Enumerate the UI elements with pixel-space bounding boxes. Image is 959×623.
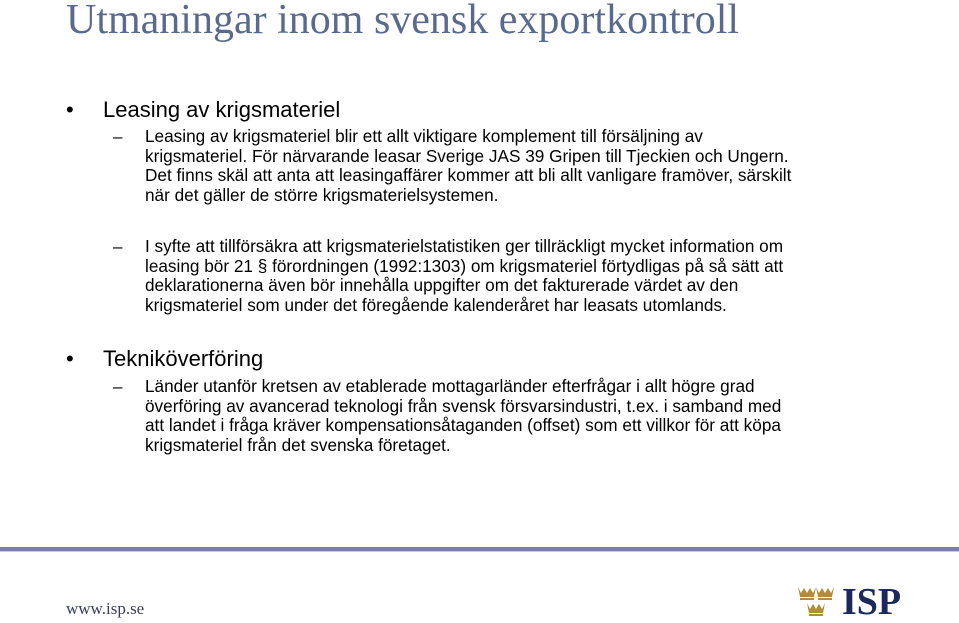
sub-bullet-text — [145, 127, 905, 205]
text-line: Det finns skäl att anta att leasingaffärer kommer att bli allt vanligare framöver, särskilt — [145, 165, 792, 185]
dash-icon: – — [113, 377, 123, 396]
sub-bullet-leasing-2 — [113, 237, 905, 315]
text-line: överföring av avancerad teknologi från svensk försvarsindustri, t.ex. i samband med — [145, 395, 782, 416]
text-line: krigsmateriel som under det föregående kalenderåret har leasats utomlands. — [145, 294, 727, 315]
text-line: att landet i fråga kräver kompensationsåtaganden (offset) som ett villkor för att köpa — [145, 415, 781, 435]
text-line: när det gäller de större krigsmaterielsystemen. — [145, 184, 499, 205]
logo-text: ISP — [842, 581, 902, 623]
text-line: leasing bör 21 § förordningen (1992:1303) om krigsmateriel förtydligas på så sätt att — [145, 255, 784, 276]
footer-divider-shadow — [0, 551, 959, 552]
footer-url[interactable]: www.isp.se — [66, 599, 145, 618]
bullet-leasing — [66, 97, 340, 123]
slide-title: Utmaningar inom svensk exportkontroll — [66, 0, 740, 43]
dash-icon: – — [113, 127, 123, 146]
text-line: I syfte att tillförsäkra att krigsmaterielstatistiken ger tillräckligt mycket information om — [145, 236, 784, 256]
text-line: krigsmateriel. För närvarande leasar Sverige JAS 39 Gripen till Tjeckien och Ungern. — [145, 145, 789, 166]
bullet-heading: Leasing av krigsmateriel — [103, 97, 341, 122]
bullet-icon: • — [66, 97, 74, 122]
sub-bullet-text — [145, 237, 905, 315]
bullet-teknikoverforing — [66, 346, 263, 372]
text-line: krigsmateriel från det svenska företaget. — [145, 434, 451, 455]
sub-bullet-text — [145, 377, 905, 455]
isp-logo — [796, 581, 902, 623]
text-line: Leasing av krigsmateriel blir ett allt viktigare komplement till försäljning av — [145, 126, 703, 146]
text-line: Länder utanför kretsen av etablerade mottagarländer efterfrågar i allt högre grad — [145, 376, 755, 396]
bullet-icon: • — [66, 346, 74, 371]
bullet-heading: Tekniköverföring — [103, 346, 264, 371]
text-line: deklarationerna även bör innehålla uppgifter om det fakturerade värdet av den — [145, 275, 739, 295]
sub-bullet-leasing-1 — [113, 127, 905, 205]
sub-bullet-teknik-1 — [113, 377, 905, 455]
three-crowns-icon — [796, 584, 836, 620]
dash-icon: – — [113, 237, 123, 256]
